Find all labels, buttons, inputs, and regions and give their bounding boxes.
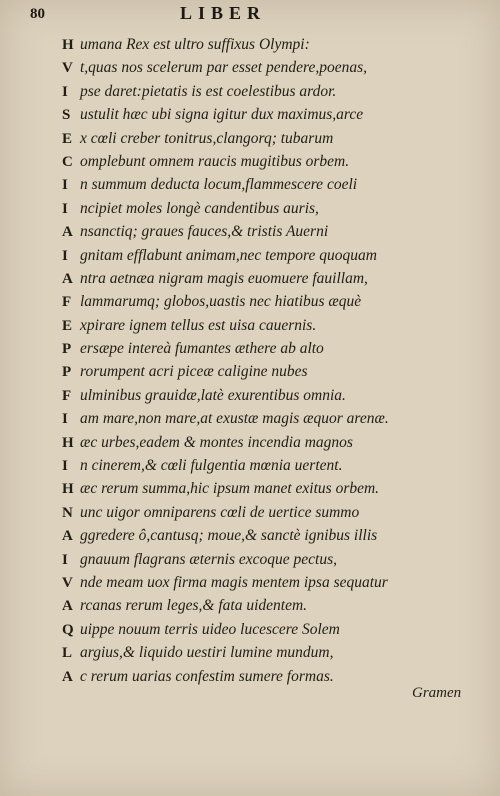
verse-line: [62, 594, 482, 617]
verse-line: [62, 197, 482, 220]
line-initial: Q: [62, 621, 74, 638]
running-head: LIBER: [180, 3, 267, 23]
line-initial: I: [62, 200, 68, 217]
line-initial: N: [62, 504, 73, 521]
line-text: x cœli creber tonitrus,clangorq; tubarum: [80, 129, 334, 147]
line-initial: A: [62, 598, 73, 615]
folio-number: 80: [30, 6, 45, 22]
verse-line: [62, 524, 482, 547]
line-text: n summum deducta locum,flammescere coeli: [80, 176, 358, 194]
verse-line: [62, 548, 482, 571]
line-initial: F: [62, 387, 72, 404]
line-initial: L: [62, 645, 73, 662]
line-initial: A: [62, 528, 73, 545]
line-initial: I: [62, 551, 68, 568]
verse-line: [62, 477, 482, 500]
line-text: nde meam uox firma magis mentem ipsa sequatur: [80, 573, 388, 591]
verse-line: [62, 431, 482, 454]
verse-line: [62, 267, 482, 290]
line-initial: S: [62, 107, 71, 124]
verse-line: [62, 56, 482, 79]
line-text: umana Rex est ultro suffixus Olympi:: [80, 36, 310, 53]
line-initial: I: [62, 83, 68, 100]
verse-line: [62, 407, 482, 430]
line-text: gnitam efflabunt animam,nec tempore quoquam: [80, 246, 377, 264]
line-text: t,quas nos scelerum par esset pendere,poenas,: [80, 59, 367, 77]
line-text: pse daret:pietatis is est coelestibus ardor.: [80, 82, 337, 100]
line-text: xpirare ignem tellus est uisa cauernis.: [80, 316, 317, 334]
line-initial: F: [62, 294, 72, 311]
line-text: nsanctiq; graues fauces,& tristis Auerni: [80, 223, 329, 241]
verse-line: [62, 173, 482, 196]
verse-line: [62, 360, 482, 383]
line-text: ggredere ô,cantusq; moue,& sanctè ignibus illis: [80, 527, 378, 545]
line-initial: H: [62, 37, 74, 53]
line-text: n cinerem,& cœli fulgentia mœnia uertent.: [80, 457, 343, 475]
line-initial: H: [62, 481, 74, 498]
line-initial: P: [62, 364, 72, 381]
verse-line: [62, 618, 482, 641]
line-text: ersæpe intereà fumantes æthere ab alto: [80, 340, 324, 358]
line-initial: I: [62, 411, 68, 428]
catchword: Gramen: [412, 685, 462, 701]
line-text: gnauum flagrans æternis excoque pectus,: [80, 550, 338, 568]
line-initial: I: [62, 177, 68, 194]
verse-line: [62, 290, 482, 313]
line-text: c rerum uarias confestim sumere formas.: [80, 667, 334, 685]
line-text: rcanas rerum leges,& fata uidentem.: [80, 597, 308, 615]
line-initial: V: [62, 60, 73, 77]
line-text: æc urbes,eadem & montes incendia magnos: [80, 433, 353, 451]
verse-line: [62, 454, 482, 477]
verse-line: [62, 244, 482, 267]
verse-line: [62, 571, 482, 594]
line-initial: I: [62, 458, 68, 475]
line-text: omplebunt omnem raucis mugitibus orbem.: [80, 152, 350, 170]
line-initial: E: [62, 130, 73, 147]
line-initial: H: [62, 434, 74, 451]
line-text: ncipiet moles longè candentibus auris,: [80, 199, 319, 217]
line-text: ustulit hæc ubi signa igitur dux maximus,arce: [80, 106, 364, 124]
line-text: argius,& liquido uestiri lumine mundum,: [80, 644, 334, 662]
line-initial: A: [62, 224, 73, 241]
line-initial: C: [62, 153, 73, 170]
line-text: uippe nouum terris uideo lucescere Solem: [80, 620, 340, 638]
verse-line: [62, 127, 482, 150]
verse-line: [62, 641, 482, 664]
line-initial: P: [62, 341, 72, 358]
verse-line: [62, 80, 482, 103]
verse-line: [62, 501, 482, 524]
verse-line: [62, 337, 482, 360]
line-initial: A: [62, 668, 73, 685]
line-initial: V: [62, 574, 73, 591]
line-text: am mare,non mare,at exustæ magis æquor arenæ.: [80, 410, 389, 428]
line-initial: E: [62, 317, 73, 334]
line-text: unc uigor omniparens cœli de uertice summo: [80, 503, 360, 521]
line-text: æc rerum summa,hic ipsum manet exitus orbem.: [80, 480, 380, 498]
verse-line: [62, 103, 482, 126]
verse-line: [62, 220, 482, 243]
line-initial: A: [62, 270, 73, 287]
verse-line: [62, 33, 482, 56]
line-text: ntra aetnæa nigram magis euomuere fauillam,: [80, 269, 368, 287]
line-text: lammarumq; globos,uastis nec hiatibus æquè: [80, 293, 362, 311]
verse-line: [62, 384, 482, 407]
verse-line: [62, 314, 482, 337]
verse-line: [62, 150, 482, 173]
line-text: ulminibus grauidæ,latè exurentibus omnia.: [80, 386, 346, 404]
line-text: rorumpent acri piceæ caligine nubes: [80, 363, 308, 381]
line-initial: I: [62, 247, 68, 264]
verse-block: [62, 33, 482, 688]
